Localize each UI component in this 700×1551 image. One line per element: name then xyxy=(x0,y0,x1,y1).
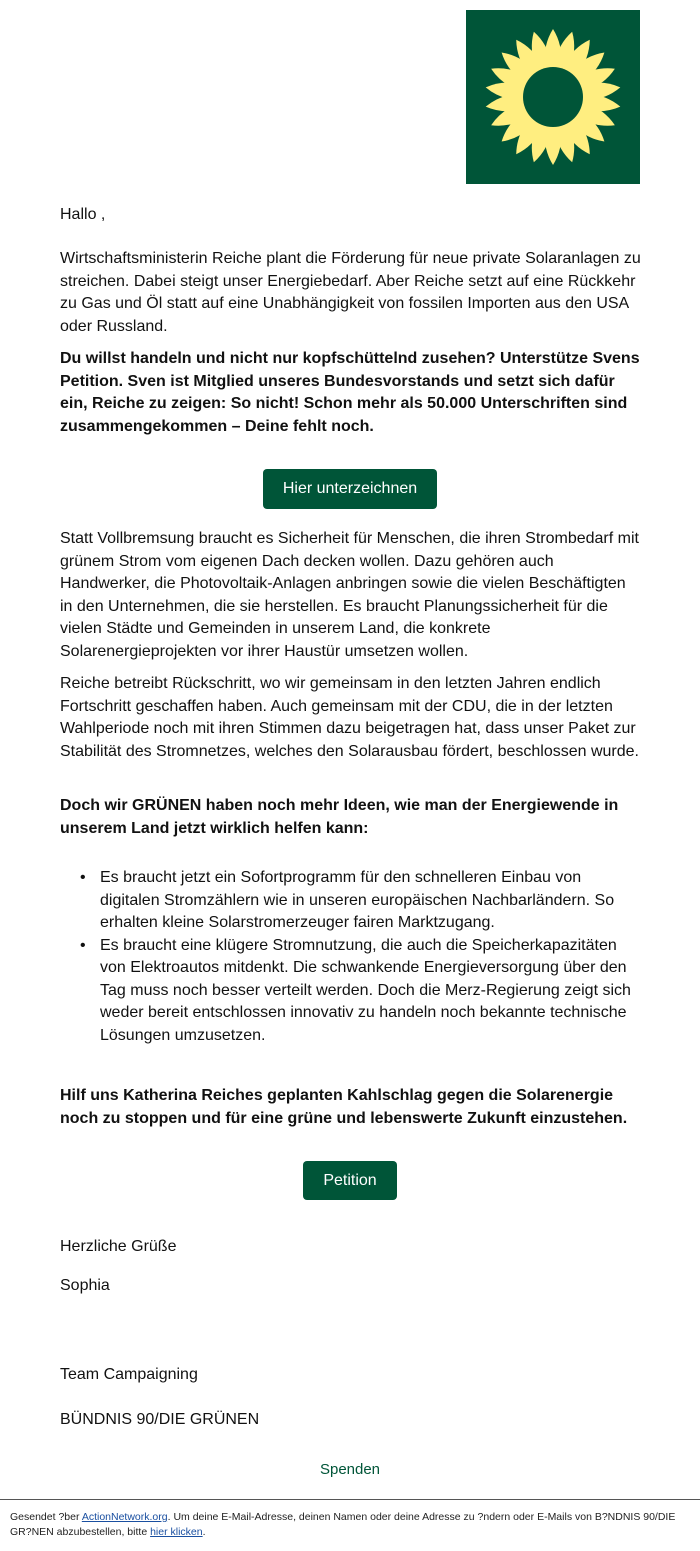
footer-text-part: Gesendet ?ber xyxy=(10,1511,82,1523)
call-to-action-paragraph: Du willst handeln und nicht nur kopfschüttelnd zusehen? Unterstütze Svens Petition. Sven ist Mitglied unseres Bundesvorstands und setzt sich dafür ein, Reiche zu zeigen: So nicht! Schon mehr als 50.000 Unterschriften sind zusammengekommen – Deine fehlt noch. xyxy=(60,350,640,435)
donate-link[interactable]: Spenden xyxy=(319,1461,381,1478)
actionnetwork-link[interactable]: ActionNetwork.org xyxy=(81,1511,168,1523)
body-paragraph-2: Reiche betreibt Rückschritt, wo wir gemeinsam in den letzten Jahren endlich Fortschritt geschaffen haben. Auch gemeinsam mit der CDU, die in der letzten Wahlperiode noch mit ihren Stimmen dazu beigetragen hat, dass unser Paket zur Stabilität des Stromnetzes, welches den Solarausbau fördert, beschlossen wurde. xyxy=(60,675,639,760)
body-paragraph-1: Statt Vollbremsung braucht es Sicherheit für Menschen, die ihren Strombedarf mit grünem Strom vom eigenen Dach decken wollen. Dazu gehören auch Handwerker, die Photovoltaik-Anlagen anbringen sowie die vielen Beschäftigten in den Unternehmen, die sie herstellen. Es braucht Planungssicherheit für die vielen Städte und Gemeinden in unserem Land, die konkrete Solarenergieprojekten vor ihrer Haustür umsetzen wollen. xyxy=(60,530,639,660)
sign-petition-button[interactable]: Hier unterzeichnen xyxy=(263,469,437,509)
list-item: • Es braucht jetzt ein Sofortprogramm für den schnelleren Einbau von digitalen Stromzählern wie in unseren europäischen Nachbarländern. So erhalten kleine Solarstromerzeuger fairen Marktzugang. xyxy=(100,867,642,935)
list-item: • Es braucht eine klügere Stromnutzung, die auch die Speicherkapazitäten von Elektroautos mitdenkt. Die schwankende Energieversorgung über den Tag muss noch besser verteilt werden. Doch die Merz-Regierung zeigt sich weder bereit entschlossen innovativ zu handeln noch bekannte technische Lösungen umzusetzen. xyxy=(100,935,642,1048)
signature-name: Sophia xyxy=(60,1277,110,1294)
sunflower-logo xyxy=(466,10,640,184)
ideas-heading: Doch wir GRÜNEN haben noch mehr Ideen, wie man der Energiewende in unserem Land jetzt wirklich helfen kann: xyxy=(60,797,619,837)
team-name: Team Campaigning xyxy=(60,1366,198,1383)
regards-text: Herzliche Grüße xyxy=(60,1238,177,1255)
closing-appeal: Hilf uns Katherina Reiches geplanten Kahlschlag gegen die Solarenergie noch zu stoppen und für eine grüne und lebenswerte Zukunft einzustehen. xyxy=(60,1087,628,1127)
unsubscribe-link[interactable]: hier klicken xyxy=(150,1526,203,1538)
greeting: Hallo , xyxy=(60,206,106,223)
footer-text xyxy=(10,1510,690,1540)
sunflower-icon xyxy=(466,10,640,184)
petition-button[interactable]: Petition xyxy=(303,1161,397,1200)
footer-text-part: . xyxy=(202,1526,206,1538)
party-name: BÜNDNIS 90/DIE GRÜNEN xyxy=(60,1411,260,1428)
ideas-list xyxy=(100,867,642,1047)
footer xyxy=(0,1499,700,1551)
intro-paragraph: Wirtschaftsministerin Reiche plant die Förderung für neue private Solaranlagen zu streichen. Dabei steigt unser Energiebedarf. Aber Reiche setzt auf eine Rückkehr zu Gas und Öl statt auf eine Unabhängigkeit von fossilen Importen aus den USA oder Russland. xyxy=(60,250,641,335)
footer-text-part: . Um deine E-Mail-Adresse, deinen Namen oder deine Adresse zu ?ndern oder E-Mails von B?NDNIS 90/DIE GR?NEN abzubestellen, bitte xyxy=(10,1511,676,1538)
